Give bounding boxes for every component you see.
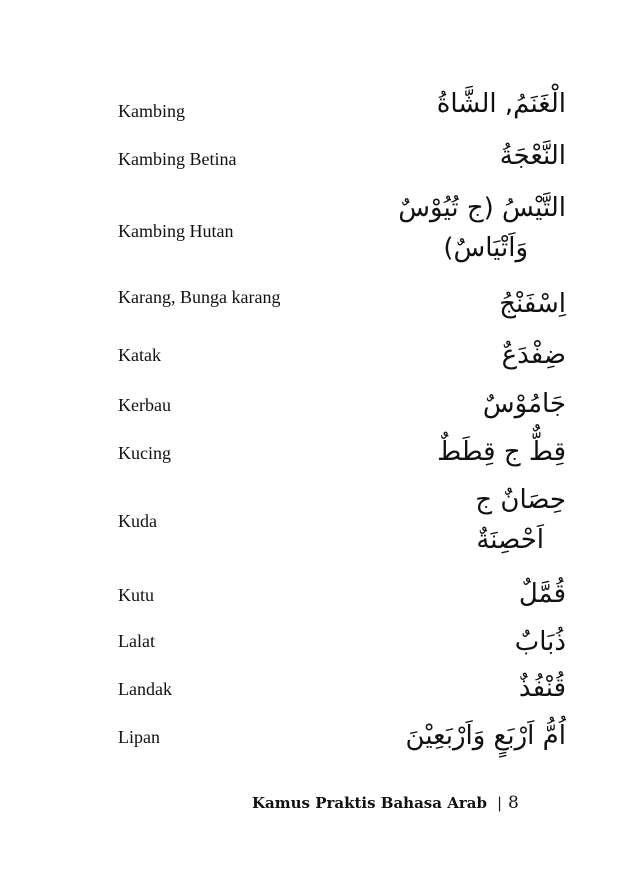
- arabic-line: التَّيْسُ (ج تُيُوْسٌ: [398, 193, 566, 223]
- arabic-translation: [500, 136, 566, 176]
- arabic-line: ذُبَابٌ: [514, 627, 566, 657]
- malay-word: Lalat: [118, 631, 155, 651]
- malay-word: Karang, Bunga karang: [118, 287, 281, 307]
- arabic-line: الْغَنَمُ, الشَّاةُ: [436, 89, 566, 119]
- arabic-line: اُمُّ اَرْبَعٍ وَاَرْبَعِيْنَ: [405, 721, 566, 751]
- malay-word: Kutu: [118, 585, 154, 605]
- arabic-translation: [499, 284, 566, 324]
- arabic-translation: [519, 668, 566, 708]
- malay-word: Kerbau: [118, 395, 171, 415]
- malay-word: Kambing Betina: [118, 149, 237, 169]
- malay-word: Kambing: [118, 101, 185, 121]
- malay-word: Landak: [118, 679, 172, 699]
- arabic-translation: [398, 188, 566, 268]
- arabic-line: النَّعْجَةُ: [499, 141, 566, 171]
- arabic-translation: [515, 622, 566, 662]
- malay-word: Kucing: [118, 443, 171, 463]
- arabic-translation: [483, 384, 566, 424]
- arabic-line: وَاَتْيَاسٌ): [443, 233, 528, 263]
- arabic-line: اِسْفَنْجُ: [499, 289, 566, 319]
- footer-separator: |: [496, 794, 503, 812]
- malay-word: Lipan: [118, 727, 160, 747]
- arabic-line: قُمَّلٌ: [518, 579, 566, 609]
- arabic-line: جَامُوْسٌ: [482, 389, 566, 419]
- book-title: Kamus Praktis Bahasa Arab: [252, 794, 487, 812]
- malay-word: Kambing Hutan: [118, 221, 234, 241]
- malay-word: Katak: [118, 345, 161, 365]
- arabic-translation: [406, 716, 566, 756]
- malay-word: Kuda: [118, 511, 157, 531]
- arabic-line: قِطٌّ ج قِطَطٌ: [437, 437, 566, 467]
- arabic-translation: [437, 84, 566, 124]
- arabic-line: ضِفْدَعٌ: [501, 340, 566, 370]
- page-footer: [252, 792, 519, 814]
- arabic-translation: [475, 480, 566, 560]
- arabic-translation: [437, 432, 566, 472]
- arabic-line: قُنْفُذٌ: [518, 673, 566, 703]
- arabic-line: اَحْصِنَةٌ: [476, 525, 544, 555]
- arabic-line: حِصَانٌ ج: [475, 485, 566, 515]
- arabic-translation: [519, 574, 566, 614]
- page-number: 8: [508, 793, 519, 813]
- arabic-translation: [502, 335, 566, 375]
